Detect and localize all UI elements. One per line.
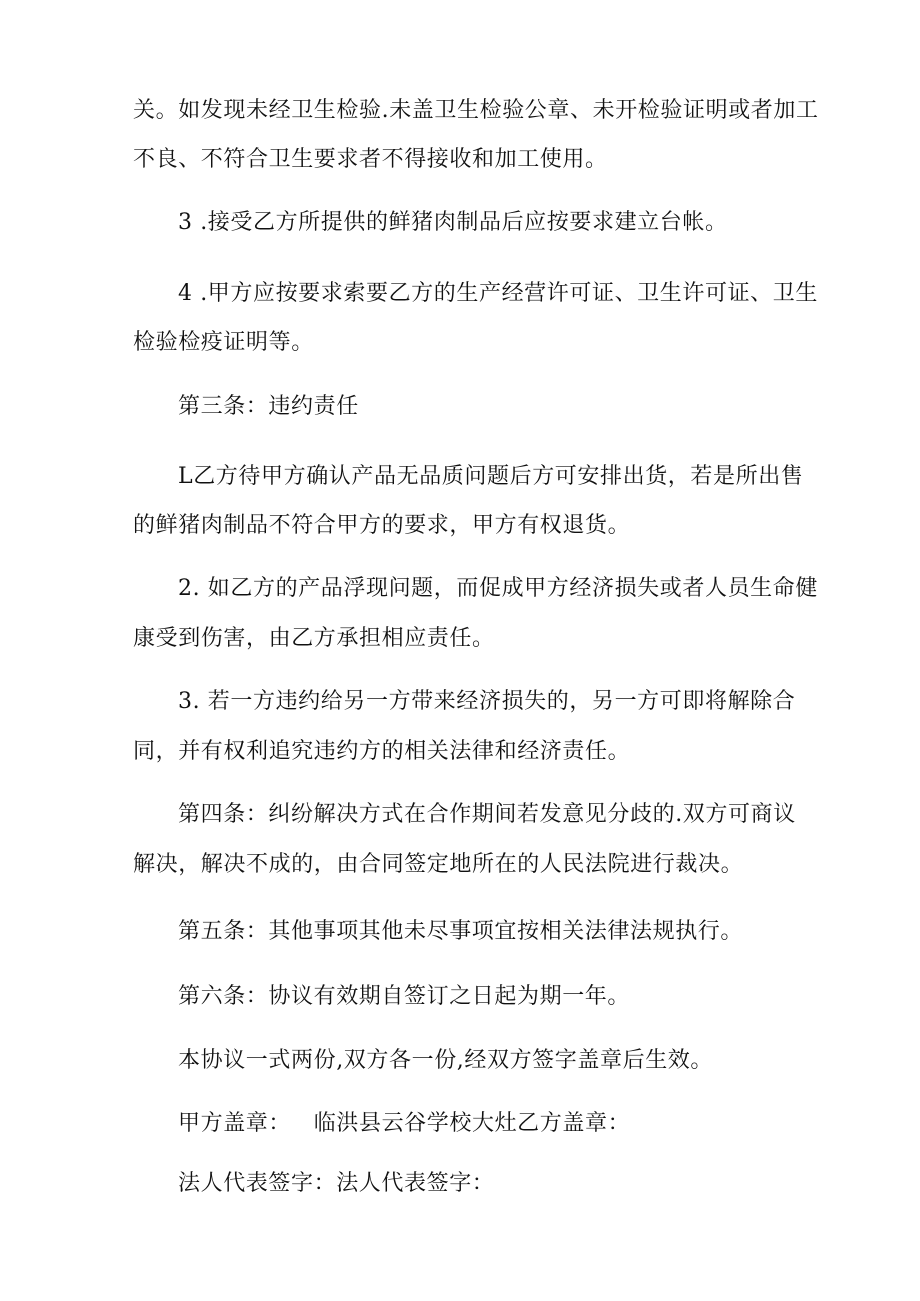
text-line-1: 关。如发现未经卫生检验.未盖卫生检验公章、未开检验证明或者加工	[133, 98, 819, 123]
text-line-14: 解决，解决不成的，由合同签定地所在的人民法院进行裁决。	[133, 852, 744, 877]
text-line-3: 3 .接受乙方所提供的鲜猪肉制品后应按要求建立台帐。	[178, 210, 728, 235]
section-heading-validity: 第六条：协议有效期自签订之日起为期一年。	[178, 984, 631, 1009]
text-line-11: 3. 若一方违约给另一方带来经济损失的，另一方可即将解除合	[178, 689, 796, 714]
party-a-seal-line: 甲方盖章： 临洪县云谷学校大灶乙方盖章：	[178, 1111, 631, 1136]
text-line-7: L乙方待甲方确认产品无品质问题后方可安排出货，若是所出售	[178, 464, 804, 489]
text-line-2: 不良、不符合卫生要求者不得接收和加工使用。	[133, 147, 608, 172]
section-heading-breach: 第三条：违约责任	[178, 394, 359, 419]
text-line-4: 4 .甲方应按要求索要乙方的生产经营许可证、卫生许可证、卫生	[178, 281, 818, 306]
section-heading-other: 第五条：其他事项其他未尽事项宜按相关法律法规执行。	[178, 919, 744, 944]
signature-line: 法人代表签字：法人代表签字：	[178, 1171, 495, 1196]
text-line-9: 2. 如乙方的产品浮现问题，而促成甲方经济损失或者人员生命健	[178, 576, 818, 601]
text-line-12: 同，并有权利追究违约方的相关法律和经济责任。	[133, 739, 631, 764]
text-line-5: 检验检疫证明等。	[133, 330, 314, 355]
text-line-17: 本协议一式两份,双方各一份,经双方签字盖章后生效。	[178, 1048, 713, 1073]
section-heading-dispute: 第四条：纠纷解决方式在合作期间若发意见分歧的.双方可商议	[178, 802, 796, 827]
text-line-8: 的鲜猪肉制品不符合甲方的要求，甲方有权退货。	[133, 513, 631, 538]
text-line-10: 康受到伤害，由乙方承担相应责任。	[133, 626, 495, 651]
